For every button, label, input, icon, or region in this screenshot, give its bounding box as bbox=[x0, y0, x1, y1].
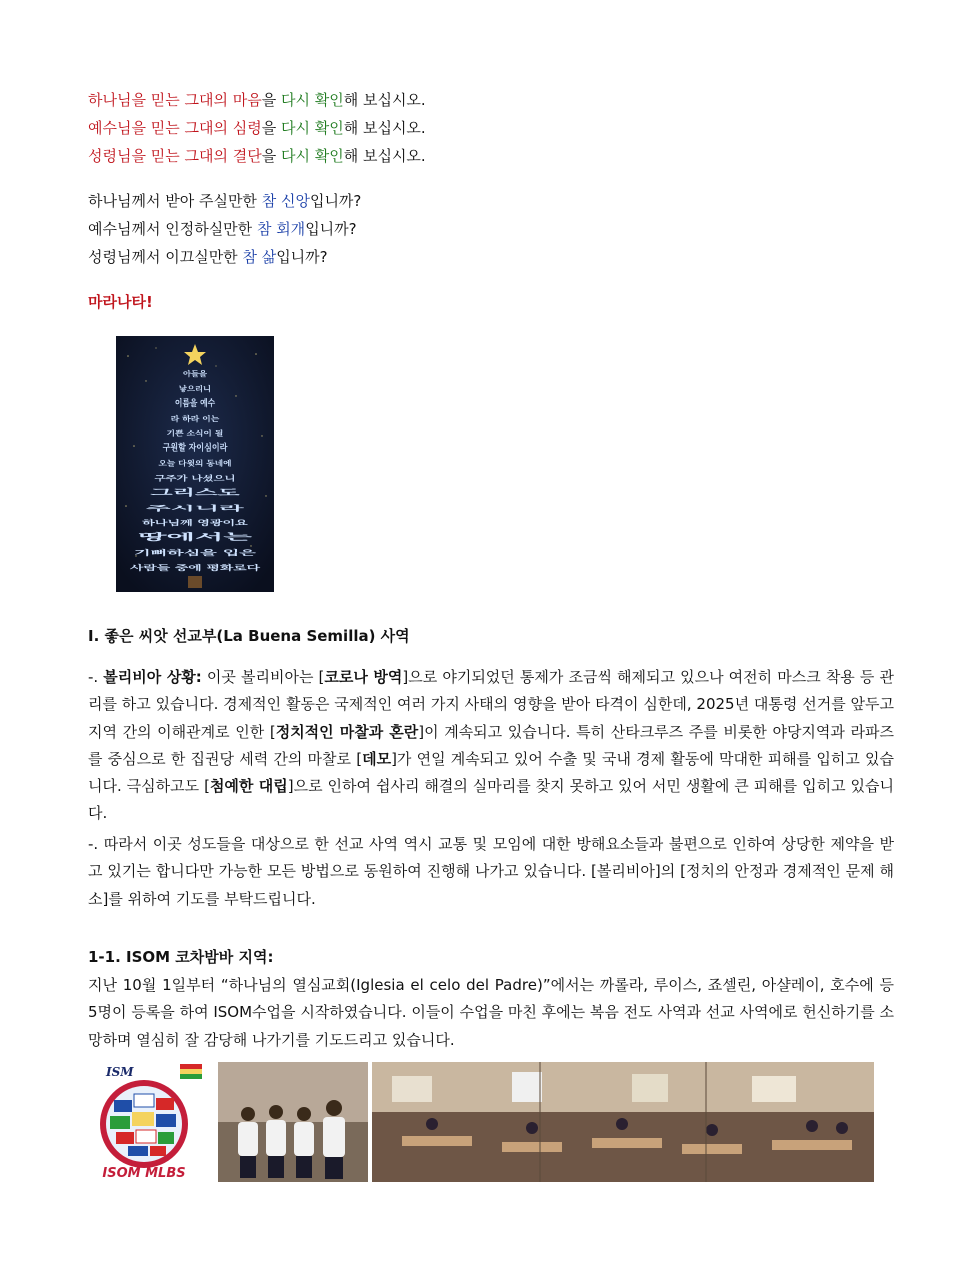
tree-text-line: 라 하라 이는 bbox=[170, 414, 210, 423]
confirm-line-end: 해 보십시오. bbox=[343, 91, 426, 109]
subsection-title: 1-1. ISOM 코차밤바 지역: bbox=[88, 948, 274, 966]
maranatha-heading: 마라나타! bbox=[88, 293, 153, 311]
para-bold: 볼리비아 상황: bbox=[103, 668, 202, 686]
tree-text-line: 오늘 다윗의 동네에 bbox=[158, 459, 218, 468]
confirm-line-particle: 을 bbox=[261, 147, 281, 165]
bolivia-flag-icon bbox=[180, 1064, 202, 1069]
question-line-2 bbox=[88, 219, 357, 239]
confirm-line-particle: 을 bbox=[261, 91, 281, 109]
confirm-line-verb: 다시 확인 bbox=[280, 119, 344, 137]
para-text: ]이 계속되고 있습니다. 특히 산타크루즈 주를 비롯한 야당지역과 라파즈를 중심으로 한 집권당 세력 간의 마찰로 [ bbox=[88, 722, 894, 768]
tree-text-line: 주시니라 bbox=[146, 504, 174, 513]
question-line-start: 성령님께서 이끄실만한 bbox=[88, 248, 243, 266]
question-line-end: 입니까? bbox=[309, 192, 362, 210]
question-line-key: 참 회개 bbox=[256, 220, 306, 238]
confirm-line-subject: 성령님을 믿는 그대의 결단 bbox=[88, 147, 262, 165]
tree-trunk bbox=[188, 576, 202, 588]
confirm-line-2 bbox=[88, 118, 426, 138]
question-line-key: 참 삶 bbox=[242, 248, 277, 266]
question-line-start: 하나님께서 받아 주실만한 bbox=[88, 192, 262, 210]
confirm-line-verb: 다시 확인 bbox=[280, 147, 344, 165]
confirm-line-3 bbox=[88, 146, 426, 166]
para-bold: 코로나 방역 bbox=[324, 668, 403, 686]
confirm-line-verb: 다시 확인 bbox=[280, 91, 344, 109]
tree-text-line: 이름을 예수 bbox=[174, 398, 222, 409]
question-line-key: 참 신앙 bbox=[261, 192, 310, 210]
confirm-line-particle: 을 bbox=[261, 119, 281, 137]
tree-text-line: 땅에서는 bbox=[138, 533, 173, 544]
para-text: ]으로 인하여 쉽사리 해결의 실마리를 찾지 못하고 있어 서민 생활에 큰 피해를 입히고 있습니다. bbox=[88, 777, 894, 823]
para-text: ]으로 야기되었던 통제가 조금씩 해제되고 있으나 여전히 마스크 착용 등 관리를 하고 있습니다. 경제적인 활동은 국제적인 여러 가지 사태의 영향을 받아 타격이 심한데, 2025년 대통령 선거를 앞두고 지역 간의 이해관계로 인한 [ bbox=[88, 668, 894, 741]
confirm-line-1 bbox=[88, 90, 426, 110]
confirm-line-end: 해 보십시오. bbox=[343, 147, 426, 165]
confirm-line-subject: 예수님을 믿는 그대의 심령 bbox=[88, 119, 262, 137]
bolivia-situation-paragraph bbox=[88, 664, 894, 828]
classroom-panorama-photo bbox=[372, 1062, 874, 1182]
para-bold: 첨예한 대립 bbox=[209, 777, 288, 796]
question-line-end: 입니까? bbox=[276, 248, 328, 266]
tree-text-line: 그리스도 bbox=[150, 488, 186, 499]
question-line-start: 예수님께서 인정하실만한 bbox=[88, 220, 257, 238]
isom-globe-logo bbox=[88, 1062, 208, 1182]
question-line-end: 입니까? bbox=[305, 220, 357, 238]
para-text: -. bbox=[88, 668, 104, 686]
tree-text-line: 구원할 자이심이라 bbox=[162, 443, 236, 454]
tree-text-line: 사람들 중에 평화로다 bbox=[130, 564, 196, 572]
tree-text-line: 낳으리니 bbox=[178, 384, 206, 393]
para-bold: 데모 bbox=[362, 749, 392, 768]
christmas-tree-calligraphy-image bbox=[116, 336, 274, 592]
para-bold: 정치적인 마찰과 혼란 bbox=[275, 722, 419, 741]
mission-prayer-paragraph: -. 따라서 이곳 성도들을 대상으로 한 선교 사역 역시 교통 및 모임에 대한 방해요소들과 불편으로 인하여 상당한 제약을 받고 있기는 합니다만 가능한 모든 방법으로 동원하여 진행해 나가고 있습니다. [볼리비아]의 [정치의 안정과 경제적인 문제 해소]를 위하여 기도를 부탁드립니다. bbox=[88, 835, 894, 908]
isom-logo-top-text: ISM bbox=[106, 1065, 134, 1079]
tree-text-line: 아들을 bbox=[183, 370, 204, 378]
tree-text-line: 구주가 나셨으니 bbox=[154, 474, 205, 483]
para-text: ]가 연일 계속되고 있어 수출 및 국내 경제 활동에 막대한 피해를 입히고 있습니다. 극심하고도 [ bbox=[88, 749, 894, 796]
question-line-3 bbox=[88, 247, 328, 267]
tree-text-line: 기뻐하심을 입은 bbox=[134, 549, 184, 558]
section-title: I. 좋은 씨앗 선교부(La Buena Semilla) 사역 bbox=[88, 627, 410, 645]
isom-cochabamba-paragraph: 지난 10월 1일부터 “하나님의 열심교회(Iglesia el celo del Padre)”에서는 까롤라, 루이스, 죠셀린, 아샬레이, 호수에 등 5명이 등록을 하여 ISOM수업을 시작하였습니다. 이들이 수업을 마친 후에는 복음 전도 사역과 선교 사역에로 헌신하기를 소망하며 열심히 잘 감당해 나가기를 기도드리고 있습니다. bbox=[88, 976, 894, 1049]
confirm-line-end: 해 보십시오. bbox=[343, 119, 426, 137]
confirm-line-subject: 하나님을 믿는 그대의 마음 bbox=[88, 91, 262, 109]
students-group-photo bbox=[218, 1062, 368, 1182]
tree-text-line: 하나님께 영광이요 bbox=[142, 519, 199, 528]
para-text: 이곳 볼리비아는 [ bbox=[201, 668, 325, 686]
question-line-1 bbox=[88, 191, 361, 211]
isom-logo-label: ISOM MLBS bbox=[102, 1166, 186, 1181]
tree-text-line: 기쁜 소식이 될 bbox=[166, 429, 213, 438]
